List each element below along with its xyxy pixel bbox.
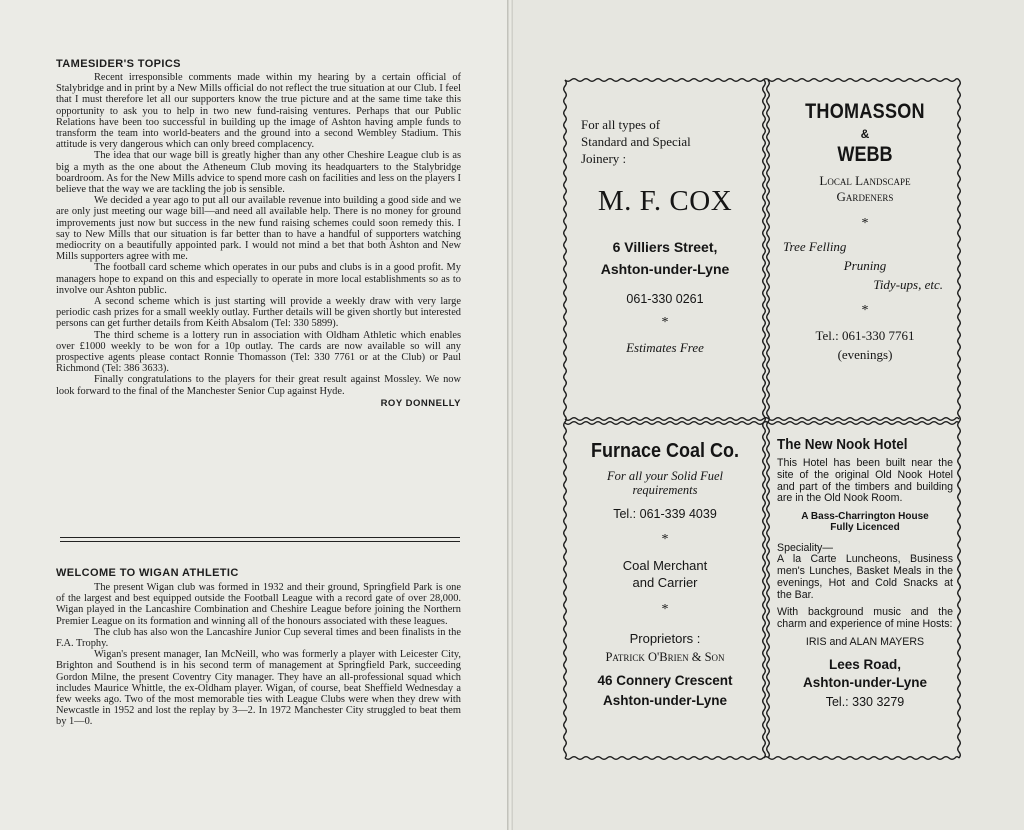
furnace-phone: Tel.: 061-339 4039 xyxy=(613,507,717,521)
article-paragraph: The third scheme is a lottery run in association with Oldham Athletic which enables over £1000 weekly to be won for a 10p outlay. The cards are now available so will any prospective agents please contact Ronnie Thomasson (Tel: 330 7761 or at the Club) or Paul Richmond (Tel: 386 3633). xyxy=(56,329,461,375)
advert-grid xyxy=(561,76,963,762)
thomasson-subtitle: Local Landscape xyxy=(819,173,911,188)
advert-furnace-coal xyxy=(575,440,755,711)
left-page xyxy=(0,0,507,830)
article-paragraph: The present Wigan club was formed in 1932 and their ground, Springfield Park is one of the largest and best equipped outside the Football League with a record gate of over 28,000. Wigan played in the Lancashire Combination and Cheshire League before joining the Northern Premier League on its formation and winning all of the honours associated with these leagues. xyxy=(56,582,461,627)
furnace-proprietors-label: Proprietors : xyxy=(629,631,701,646)
thomasson-name: THOMASSON xyxy=(805,100,925,123)
wavy-border-line xyxy=(565,79,959,82)
right-page xyxy=(513,0,1024,830)
cox-address: 6 Villiers Street, xyxy=(612,239,718,255)
advert-new-nook-hotel xyxy=(777,436,953,709)
furnace-tagline: requirements xyxy=(632,483,698,497)
wavy-border-line xyxy=(565,418,959,421)
article-paragraph: The football card scheme which operates in our pubs and clubs is in a good profit. My managers hope to expand on this and especially to operate in more local establishments so as to involve our Ashton public. xyxy=(56,262,461,296)
furnace-service: and Carrier xyxy=(632,575,698,590)
nook-speciality: A la Carte Luncheons, Business men's Lunches, Basket Meals in the evenings, Hot and Cold Snacks at the Bar. xyxy=(777,553,953,601)
star-ornament: * xyxy=(661,532,669,547)
furnace-name: Furnace Coal Co. xyxy=(590,440,740,462)
article-paragraph: The club has also won the Lancashire Junior Cup several times and been finalists in the F.A. Trophy. xyxy=(56,626,461,650)
advert-mf-cox xyxy=(575,116,755,356)
thomasson-service: Tidy-ups, etc. xyxy=(873,277,943,292)
nook-address: Lees Road, xyxy=(828,656,902,672)
nook-music: With background music and the charm and experience of mine Hosts: xyxy=(777,606,953,631)
furnace-address: Ashton-under-Lyne xyxy=(603,693,727,708)
furnace-proprietors: Patrick O'Brien & Son xyxy=(605,650,725,664)
tamesiders-topics-article xyxy=(56,58,461,409)
article-paragraph: A second scheme which is just starting will provide a weekly draw with very large periodic cash prizes for a small weekly outlay. Further details will be given shortly but interested persons can get further details from Keith Absalom (Tel: 330 5899). xyxy=(56,296,461,330)
nook-phone: Tel.: 330 3279 xyxy=(825,694,905,709)
cox-name: M. F. COX xyxy=(597,185,733,217)
furnace-tagline: For all your Solid Fuel xyxy=(607,469,723,483)
thomasson-service: Pruning xyxy=(843,258,887,273)
article-title: TAMESIDER'S TOPICS xyxy=(56,58,181,70)
thomasson-phone: Tel.: 061-330 7761 xyxy=(815,328,915,343)
nook-speciality-label: Speciality— xyxy=(777,542,833,555)
wavy-border-line xyxy=(565,422,959,425)
article-paragraph: Finally congratulations to the players for their great result against Mossley. We now look forward to the final of the Manchester Senior Cup against Hyde. xyxy=(56,374,461,397)
nook-house: A Bass-Charrington House xyxy=(801,511,929,523)
furnace-service: Coal Merchant xyxy=(622,558,708,573)
article-paragraph: Wigan's present manager, Ian McNeill, who was formerly a player with Leicester City, Brighton and Southend is in his second term of management at Springfield Park, succeeding Gordon Milne, the present Coventry City manager. They have an all-professional squad which includes Maurice Whittle, the ex-Oldham player. Wigan, of course, beat Sheffield Wednesday a few weeks ago. Two of the most memorable ties with League Clubs were when they drew with Newcastle in 1952 and lost the replay by 3—2. In 1972 Manchester City struggled to beat them by 1—0. xyxy=(56,649,461,728)
furnace-address: 46 Connery Crescent xyxy=(597,673,733,688)
nook-hosts: IRIS and ALAN MAYERS xyxy=(805,635,925,648)
cox-intro: Standard and Special xyxy=(581,134,691,149)
article-paragraph: The idea that our wage bill is greatly higher than any other Cheshire League club is as big a myth as the one about the Atheneum Club moving its headquarters to the Stalybridge boardroom. As for the New Mills advice to spend more cash on facilities and less on the players I believe that the way we are tackling the job is sensible. xyxy=(56,150,461,196)
nook-address: Ashton-under-Lyne xyxy=(803,674,927,690)
nook-licence: Fully Licenced xyxy=(830,522,900,534)
webb-name: WEBB xyxy=(837,143,893,166)
star-ornament: * xyxy=(661,315,669,330)
advert-thomasson-webb xyxy=(775,100,955,363)
star-ornament: * xyxy=(861,216,869,231)
cox-phone: 061-330 0261 xyxy=(626,292,704,306)
section-divider xyxy=(60,541,460,542)
welcome-wigan-article xyxy=(56,567,461,728)
thomasson-service: Tree Felling xyxy=(783,239,847,254)
thomasson-hours: (evenings) xyxy=(837,347,893,362)
cox-intro: Joinery : xyxy=(581,151,627,166)
nook-name: The New Nook Hotel xyxy=(777,436,908,453)
thomasson-subtitle: Gardeners xyxy=(836,189,894,204)
wavy-border-line xyxy=(565,757,959,760)
article-signature: ROY DONNELLY xyxy=(380,397,461,409)
cox-address: Ashton-under-Lyne xyxy=(600,261,730,277)
nook-intro: This Hotel has been built near the site of the original Old Nook Hotel and part of the timbers and building are in the Old Nook Room. xyxy=(777,457,953,505)
article-paragraph: We decided a year ago to put all our available revenue into building a good side and we are only just meeting our wage bill—and need all available help. There is no money for ground improvements just now but success in the new fund raising schemes could soon remedy this. I say to New Mills that our situation is far better than to have a handful of supporters watching mediocrity on a beautifully appointed park. I would not mind a bet that both Ashton and New Mills supporters agree with me. xyxy=(56,195,461,263)
section-divider xyxy=(60,537,460,538)
star-ornament: * xyxy=(861,303,869,318)
cox-note: Estimates Free xyxy=(626,340,704,355)
thomasson-ampersand: & xyxy=(860,127,870,141)
star-ornament: * xyxy=(661,602,669,617)
article-paragraph: Recent irresponsible comments made within my hearing by a certain official of Stalybridge and in print by a New Mills official do not reflect the true situation at our Club. I feel that I must therefore let all our supporters know the true picture and at the same time take this opportunity to ask you to help in two new fund-raising ventures. Perhaps that our Public Relations have been too successful in building up the image of Ashton having ample funds to transform the team into world-beaters and the ground into a second Wembley Stadium. This attitude is very dangerous which can only breed complacency. xyxy=(56,72,461,151)
cox-intro: For all types of xyxy=(581,117,661,132)
article-title: WELCOME TO WIGAN ATHLETIC xyxy=(56,567,239,579)
